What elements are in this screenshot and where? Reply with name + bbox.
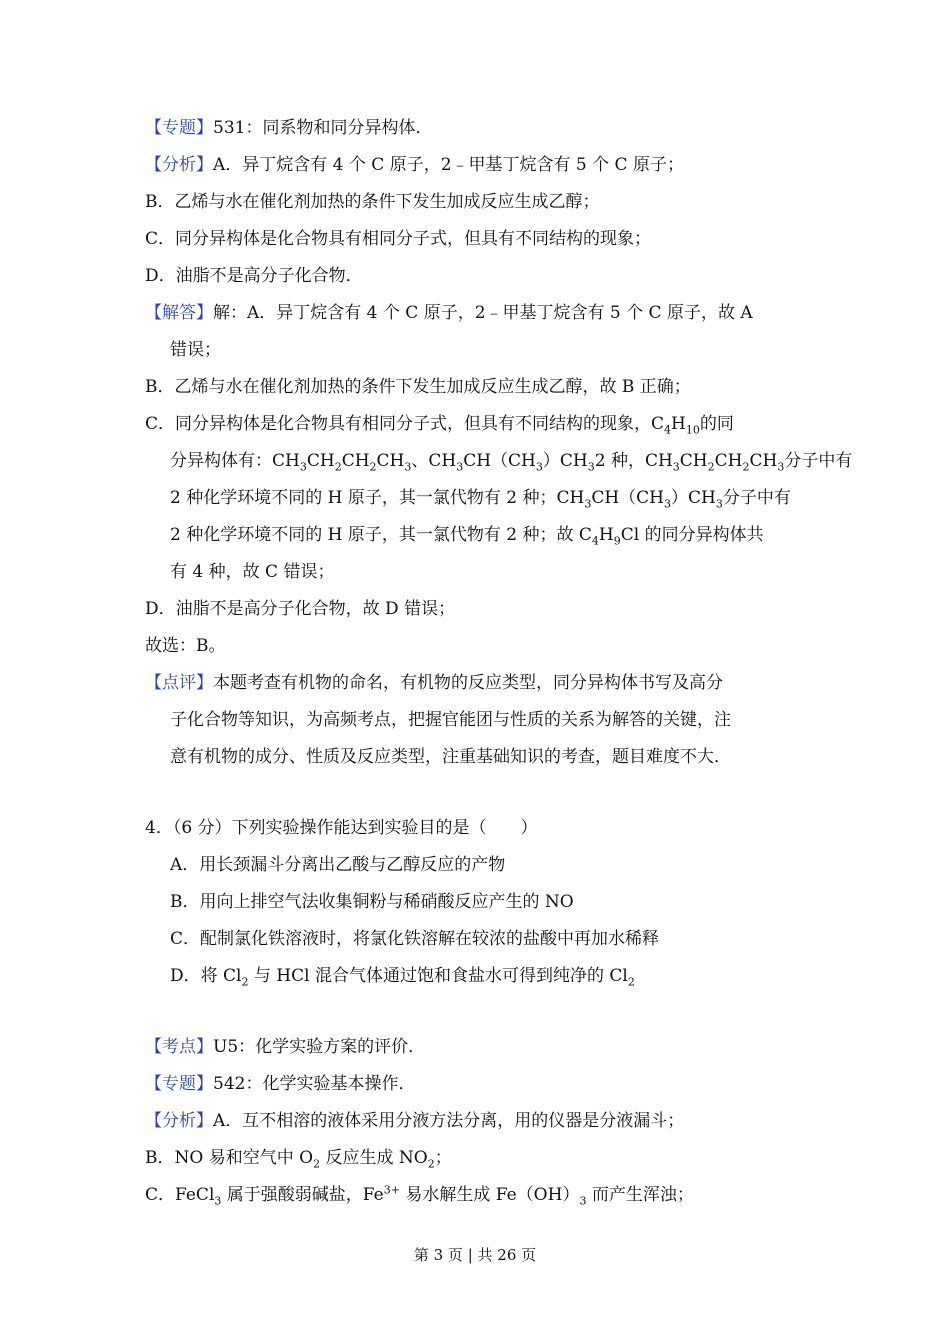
option-d: D．将 $Cl_2$ 与 HCl 混合气体通过饱和食盐水可得到纯净的 $Cl_2$ — [170, 966, 635, 989]
comment-tag: 【点评】 — [145, 673, 213, 693]
option-c: C．配制氯化铁溶液时，将氯化铁溶解在较浓的盐酸中再加水稀释 — [170, 929, 660, 949]
answer-c-line-2: 分异构体有：$CH_3CH_2CH_2CH_3$、$CH_3CH(CH_3)CH_32$ 种，$CH_3CH_2CH_2CH_3$分子中有 — [170, 451, 853, 474]
answer-tag: 【解答】 — [145, 303, 213, 323]
final-choice: 故选：B。 — [145, 636, 226, 656]
answer-c-line-5: 有 4 种，故 C 错误； — [170, 562, 335, 582]
question-4: 4．（6 分）下列实验操作能达到实验目的是（ ） — [145, 818, 538, 838]
analysis-line: 【分析】A．异丁烷含有 4 个 C 原子，2﹣甲基丁烷含有 5 个 C 原子； — [145, 155, 684, 175]
analysis-tag-2: 【分析】 — [145, 1111, 213, 1131]
analysis-tag: 【分析】 — [145, 155, 213, 175]
analysis-c-line: C．同分异构体是化合物具有相同分子式，但具有不同结构的现象； — [145, 229, 652, 249]
answer-b-line: B．乙烯与水在催化剂加热的条件下发生加成反应生成乙醇，故 B 正确； — [145, 377, 691, 397]
kaodian-line: 【考点】U5：化学实验方案的评价． — [145, 1037, 426, 1057]
topic-line: 【专题】531：同系物和同分异构体． — [145, 118, 433, 138]
answer-c-line: C．同分异构体是化合物具有相同分子式，但具有不同结构的现象，$C_4H_{10}$的同 — [145, 414, 734, 437]
topic-tag: 【专题】 — [145, 118, 213, 138]
answer-c-line-3: 2 种化学环境不同的 H 原子，其一氯代物有 2 种；$CH_3CH(CH_3)CH_3$分子中有 — [170, 488, 791, 511]
kaodian-tag: 【考点】 — [145, 1037, 213, 1057]
analysis-d-line: D．油脂不是高分子化合物． — [145, 266, 363, 286]
answer-c-line-4: 2 种化学环境不同的 H 原子，其一氯代物有 2 种；故 $C_4H_9Cl$ 的同分异构体共 — [170, 525, 764, 548]
analysis-b-line-2: B．NO 易和空气中 $O_2$ 反应生成 $NO_2$； — [145, 1148, 452, 1171]
analysis-b-line: B．乙烯与水在催化剂加热的条件下发生加成反应生成乙醇； — [145, 192, 600, 212]
topic-tag-2: 【专题】 — [145, 1074, 213, 1094]
topic-line-2: 【专题】542：化学实验基本操作． — [145, 1074, 416, 1094]
answer-d-line: D．油脂不是高分子化合物，故 D 错误； — [145, 599, 456, 619]
comment-line-3: 意有机物的成分、性质及反应类型，注重基础知识的考查，题目难度不大． — [170, 747, 731, 767]
option-b: B．用向上排空气法收集铜粉与稀硝酸反应产生的 NO — [170, 892, 574, 912]
analysis-c-line-2: C．FeCl$_3$ 属于强酸弱碱盐，$Fe^{3+}$ 易水解生成 $Fe(OH)_3$ 而产生浑浊； — [145, 1183, 694, 1208]
page-footer: 第 3 页 | 共 26 页 — [413, 1246, 537, 1264]
comment-line-2: 子化合物等知识，为高频考点，把握官能团与性质的关系为解答的关键，注 — [170, 710, 731, 730]
option-a: A．用长颈漏斗分离出乙酸与乙醇反应的产物 — [170, 855, 506, 875]
answer-line-cont: 错误； — [170, 340, 221, 360]
analysis-line-2: 【分析】A．互不相溶的液体采用分液方法分离，用的仪器是分液漏斗； — [145, 1111, 685, 1131]
answer-line: 【解答】解：A．异丁烷含有 4 个 C 原子，2﹣甲基丁烷含有 5 个 C 原子，故 A — [145, 303, 753, 323]
comment-line: 【点评】本题考查有机物的命名，有机物的反应类型，同分异构体书写及高分 — [145, 673, 723, 693]
